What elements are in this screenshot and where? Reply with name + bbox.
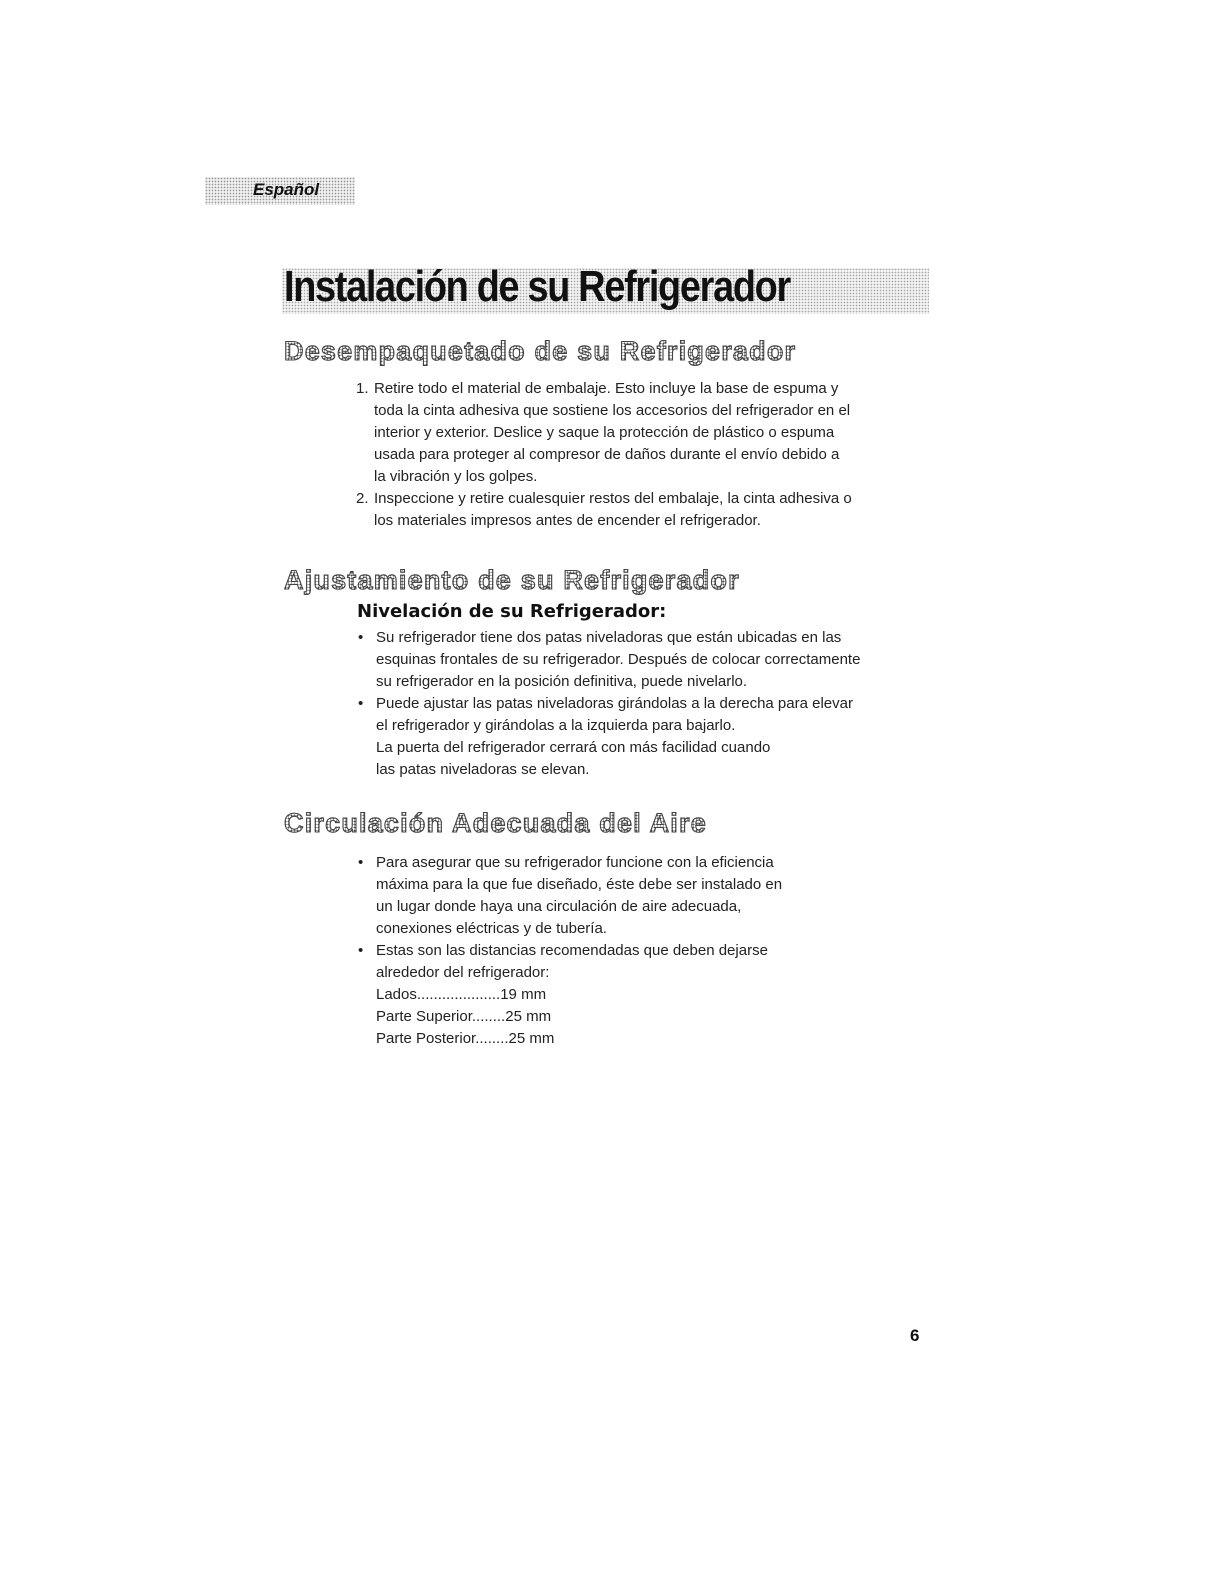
title-bar bbox=[282, 262, 929, 314]
text-line: máxima para la que fue diseñado, éste debe ser instalado en bbox=[376, 876, 783, 893]
text-line: la vibración y los golpes. bbox=[374, 468, 538, 485]
text-line: esquinas frontales de su refrigerador. Después de colocar correctamente bbox=[376, 651, 861, 668]
page-title: Instalación de su Refrigerador bbox=[284, 262, 790, 311]
text-line: usada para proteger al compresor de daños durante el envío debido a bbox=[374, 446, 840, 463]
subheading-leveling: Nivelación de su Refrigerador: bbox=[357, 601, 667, 622]
list-marker: 1. bbox=[356, 380, 369, 397]
text-line: su refrigerador en la posición definitiva, puede nivelarlo. bbox=[376, 673, 748, 690]
text-line: alrededor del refrigerador: bbox=[376, 964, 550, 981]
bullet: • bbox=[358, 695, 364, 712]
bullet: • bbox=[358, 629, 364, 646]
text-line: un lugar donde haya una circulación de aire adecuada, bbox=[376, 898, 742, 915]
section-heading-adjusting: Ajustamiento de su Refrigerador bbox=[284, 565, 740, 595]
text-line: conexiones eléctricas y de tubería. bbox=[376, 920, 607, 937]
text-line: el refrigerador y girándolas a la izquierda para bajarlo. bbox=[376, 717, 736, 734]
language-tab bbox=[205, 177, 355, 205]
clearance-sides: Lados....................19 mm bbox=[376, 986, 547, 1003]
text-line: La puerta del refrigerador cerrará con más facilidad cuando bbox=[376, 739, 771, 756]
text-line: los materiales impresos antes de encender el refrigerador. bbox=[374, 512, 761, 529]
bullet: • bbox=[358, 854, 364, 871]
bullet: • bbox=[358, 942, 364, 959]
text-line: interior y exterior. Deslice y saque la protección de plástico o espuma bbox=[374, 424, 835, 441]
leveling-list bbox=[358, 627, 860, 781]
clearance-top: Parte Superior........25 mm bbox=[376, 1008, 552, 1025]
list-item bbox=[358, 852, 782, 940]
list-marker: 2. bbox=[356, 490, 369, 507]
list-item bbox=[358, 693, 860, 781]
clearance-rear: Parte Posterior........25 mm bbox=[376, 1030, 555, 1047]
language-label: Español bbox=[253, 180, 320, 199]
text-line: Inspeccione y retire cualesquier restos del embalaje, la cinta adhesiva o bbox=[374, 490, 852, 507]
section-heading-air-circulation: Circulación Adecuada del Aire bbox=[284, 808, 707, 838]
list-item bbox=[356, 378, 852, 488]
text-line: Puede ajustar las patas niveladoras girándolas a la derecha para elevar bbox=[376, 695, 853, 712]
text-line: Retire todo el material de embalaje. Esto incluye la base de espuma y bbox=[374, 380, 839, 397]
text-line: las patas niveladoras se elevan. bbox=[376, 761, 590, 778]
page-number: 6 bbox=[910, 1326, 920, 1345]
air-circulation-list bbox=[358, 852, 782, 1050]
list-item bbox=[358, 627, 860, 693]
list-item bbox=[356, 488, 852, 532]
text-line: Estas son las distancias recomendadas que deben dejarse bbox=[376, 942, 768, 959]
text-line: toda la cinta adhesiva que sostiene los accesorios del refrigerador en el bbox=[374, 402, 851, 419]
list-item bbox=[358, 940, 782, 1050]
section-heading-unpacking: Desempaquetado de su Refrigerador bbox=[284, 336, 797, 366]
unpacking-steps bbox=[356, 378, 852, 532]
text-line: Su refrigerador tiene dos patas niveladoras que están ubicadas en las bbox=[376, 629, 842, 646]
text-line: Para asegurar que su refrigerador funcione con la eficiencia bbox=[376, 854, 774, 871]
